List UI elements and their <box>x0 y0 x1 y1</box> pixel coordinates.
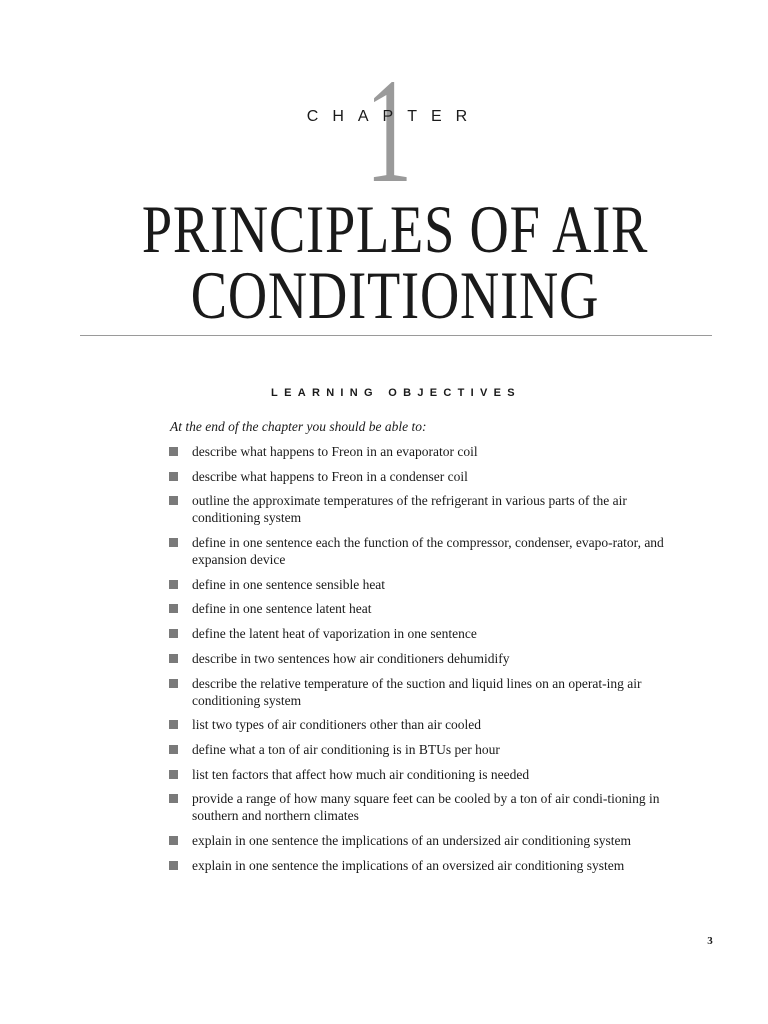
square-bullet-icon <box>169 720 178 729</box>
learning-objectives-heading: LEARNING OBJECTIVES <box>271 387 521 399</box>
objective-text: describe in two sentences how air conditioners dehumidify <box>192 650 510 666</box>
objective-text: describe what happens to Freon in a condenser coil <box>192 468 468 484</box>
objective-item <box>168 468 668 485</box>
objective-text: define in one sentence sensible heat <box>192 576 386 592</box>
square-bullet-icon <box>169 472 178 481</box>
square-bullet-icon <box>169 770 178 779</box>
objective-item <box>168 443 668 460</box>
square-bullet-icon <box>169 679 178 688</box>
objective-text: explain in one sentence the implications of an undersized air conditioning system <box>192 832 632 848</box>
square-bullet-icon <box>169 447 178 456</box>
objective-text: describe the relative temperature of the suction and liquid lines on an operat-ing air conditioning system <box>192 675 642 708</box>
objective-text: define what a ton of air conditioning is in BTUs per hour <box>192 741 500 757</box>
square-bullet-icon <box>169 794 178 803</box>
square-bullet-icon <box>169 496 178 505</box>
learning-objectives-intro: At the end of the chapter you should be able to: <box>170 419 427 434</box>
square-bullet-icon <box>169 538 178 547</box>
objective-text: explain in one sentence the implications of an oversized air conditioning system <box>192 857 625 873</box>
chapter-title <box>79 191 711 333</box>
chapter-title-line-2: CONDITIONING <box>190 257 600 333</box>
objective-item <box>168 857 668 874</box>
objective-item <box>168 625 668 642</box>
objective-item <box>168 650 668 667</box>
square-bullet-icon <box>169 580 178 589</box>
objective-item <box>168 492 668 526</box>
objective-text: define the latent heat of vaporization in one sentence <box>192 626 477 642</box>
chapter-number: 1 <box>365 48 413 214</box>
chapter-title-line-1: PRINCIPLES OF AIR <box>141 191 649 267</box>
square-bullet-icon <box>169 745 178 754</box>
objective-text: define in one sentence each the function of the compressor, condenser, evapo-rator, and expansion device <box>192 535 664 568</box>
learning-objectives-list <box>168 443 668 881</box>
objective-item <box>168 576 668 593</box>
objective-item <box>168 600 668 617</box>
title-divider <box>80 335 712 336</box>
objective-text: outline the approximate temperatures of the refrigerant in various parts of the air conditioning system <box>192 493 627 526</box>
square-bullet-icon <box>169 836 178 845</box>
objective-text: list two types of air conditioners other than air cooled <box>192 717 482 733</box>
objective-text: list ten factors that affect how much air conditioning is needed <box>192 766 530 782</box>
square-bullet-icon <box>169 861 178 870</box>
objective-item <box>168 534 668 568</box>
square-bullet-icon <box>169 629 178 638</box>
square-bullet-icon <box>169 654 178 663</box>
objective-text: define in one sentence latent heat <box>192 601 372 617</box>
objective-item <box>168 766 668 783</box>
objective-item <box>168 675 668 709</box>
objective-item <box>168 716 668 733</box>
objective-item <box>168 741 668 758</box>
page-number: 3 <box>707 935 713 947</box>
objective-item <box>168 832 668 849</box>
objective-text: provide a range of how many square feet can be cooled by a ton of air condi-tioning in southern and northern climates <box>192 791 660 824</box>
objective-text: describe what happens to Freon in an evaporator coil <box>192 444 478 459</box>
square-bullet-icon <box>169 604 178 613</box>
objective-item <box>168 790 668 824</box>
chapter-label: CHAPTER <box>306 108 482 125</box>
